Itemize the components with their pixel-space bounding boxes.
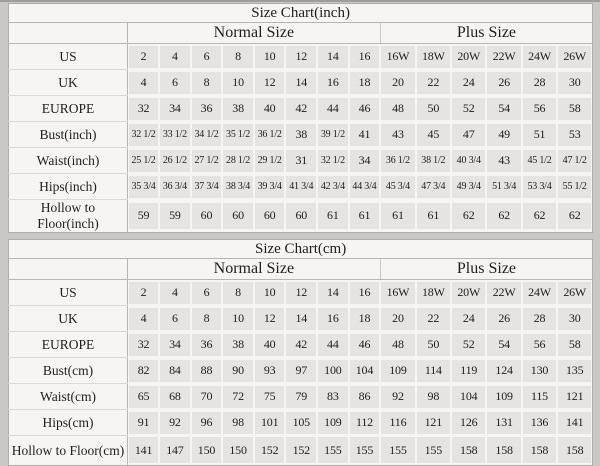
table-cell: 30 (557, 70, 593, 96)
table-cell: 92 (159, 410, 191, 436)
table-cell: 98 (222, 410, 254, 436)
table-cell: 54 (486, 96, 521, 122)
table-cell: 86 (349, 384, 381, 410)
table-cell: 58 (557, 96, 593, 122)
table-cell: 58 (557, 332, 593, 358)
table-cell: 8 (191, 306, 223, 332)
table-cell: 61 (416, 200, 451, 233)
table-cell: 130 (522, 358, 557, 384)
table-row (9, 280, 593, 306)
table-cell: 34 (159, 332, 191, 358)
plus-size-header: Plus Size (380, 259, 592, 280)
table-cell: 8 (222, 44, 254, 70)
table-cell: 61 (317, 200, 349, 233)
table-cell: 36 (191, 96, 223, 122)
table-cell: 112 (349, 410, 381, 436)
table-cell: 51 (522, 122, 557, 148)
table-cell: 55 1/2 (557, 174, 593, 200)
table-cell: 158 (451, 436, 486, 466)
table-title-row (9, 240, 593, 259)
table-cell: 22 (416, 306, 451, 332)
table-row (9, 174, 593, 200)
table-cell: 54 (486, 332, 521, 358)
table-cell: 38 1/2 (416, 148, 451, 174)
table-cell: 38 (285, 122, 317, 148)
table-row (9, 96, 593, 122)
row-label: Bust(inch) (9, 122, 128, 148)
table-cell: 155 (380, 436, 415, 466)
table-row (9, 436, 593, 466)
table-cell: 152 (254, 436, 286, 466)
table-cell: 84 (159, 358, 191, 384)
table-cell: 155 (349, 436, 381, 466)
table-cell: 48 (380, 96, 415, 122)
table-cell: 62 (557, 200, 593, 233)
table-cell: 10 (222, 70, 254, 96)
table-cell: 52 (451, 332, 486, 358)
table-cell: 22 (416, 70, 451, 96)
table-cell: 59 (128, 200, 160, 233)
table-cell: 36 1/2 (380, 148, 415, 174)
table-cell: 56 (522, 332, 557, 358)
table-cell: 150 (222, 436, 254, 466)
table-cell: 42 (285, 96, 317, 122)
table-row (9, 410, 593, 436)
table-cell: 27 1/2 (191, 148, 223, 174)
table-cell: 50 (416, 332, 451, 358)
table-cell: 32 (128, 96, 160, 122)
table-cell: 40 (254, 96, 286, 122)
table-cell: 40 3/4 (451, 148, 486, 174)
table-cell: 44 (317, 332, 349, 358)
table-row (9, 44, 593, 70)
table-cell: 29 1/2 (254, 148, 286, 174)
table-cell: 33 1/2 (159, 122, 191, 148)
table-cell: 34 1/2 (191, 122, 223, 148)
row-label: EUROPE (9, 332, 128, 358)
plus-size-header: Plus Size (380, 23, 592, 44)
table-cell: 155 (416, 436, 451, 466)
table-cell: 49 3/4 (451, 174, 486, 200)
table-cell: 155 (317, 436, 349, 466)
table-cell: 121 (416, 410, 451, 436)
table-cell: 36 (191, 332, 223, 358)
table-cell: 20 (380, 306, 415, 332)
table-cell: 65 (128, 384, 160, 410)
table-cell: 45 3/4 (380, 174, 415, 200)
table-cell: 2 (128, 44, 160, 70)
table-cell: 16W (380, 280, 415, 306)
table-cell: 16 (349, 280, 381, 306)
table-cell: 37 3/4 (191, 174, 223, 200)
table-cell: 61 (380, 200, 415, 233)
table-cell: 43 (486, 148, 521, 174)
table-cell: 4 (128, 70, 160, 96)
table-cell: 4 (159, 280, 191, 306)
table-cell: 6 (159, 306, 191, 332)
table-cell: 43 (380, 122, 415, 148)
table-cell: 26 (486, 306, 521, 332)
table-cell: 8 (191, 70, 223, 96)
size-chart-inch-body (9, 44, 593, 233)
table-cell: 51 3/4 (486, 174, 521, 200)
table-cell: 32 (128, 332, 160, 358)
row-label: Hips(cm) (9, 410, 128, 436)
row-label: Hollow to Floor(inch) (9, 200, 128, 233)
row-label: Waist(cm) (9, 384, 128, 410)
table-cell: 119 (451, 358, 486, 384)
table-cell: 36 1/2 (254, 122, 286, 148)
table-cell: 150 (191, 436, 223, 466)
table-cell: 16W (380, 44, 415, 70)
table-cell: 14 (285, 70, 317, 96)
row-label: Hollow to Floor(cm) (9, 436, 128, 466)
row-label: US (9, 44, 128, 70)
table-cell: 22W (486, 44, 521, 70)
table-cell: 16 (317, 70, 349, 96)
table-cell: 83 (317, 384, 349, 410)
table-cell: 126 (451, 410, 486, 436)
table-cell: 79 (285, 384, 317, 410)
table-cell: 49 (486, 122, 521, 148)
table-row (9, 148, 593, 174)
row-label: Bust(cm) (9, 358, 128, 384)
table-cell: 12 (254, 306, 286, 332)
table-cell: 82 (128, 358, 160, 384)
table-cell: 88 (191, 358, 223, 384)
table-cell: 60 (222, 200, 254, 233)
table-cell: 24 (451, 306, 486, 332)
table-cell: 60 (254, 200, 286, 233)
table-cell: 116 (380, 410, 415, 436)
table-cell: 141 (557, 410, 593, 436)
row-label: Waist(inch) (9, 148, 128, 174)
table-cell: 68 (159, 384, 191, 410)
table-cell: 44 3/4 (349, 174, 381, 200)
table-cell: 12 (285, 44, 317, 70)
table-cell: 104 (349, 358, 381, 384)
row-label: US (9, 280, 128, 306)
table-cell: 12 (285, 280, 317, 306)
table-cell: 47 (451, 122, 486, 148)
table-cell: 141 (128, 436, 160, 466)
table-cell: 28 1/2 (222, 148, 254, 174)
table-cell: 50 (416, 96, 451, 122)
table-cell: 25 1/2 (128, 148, 160, 174)
table-row (9, 122, 593, 148)
table-cell: 14 (285, 306, 317, 332)
table-cell: 38 3/4 (222, 174, 254, 200)
table-cell: 42 (285, 332, 317, 358)
table-cell: 38 (222, 332, 254, 358)
table-cell: 53 3/4 (522, 174, 557, 200)
table-cell: 8 (222, 280, 254, 306)
table-cell: 136 (522, 410, 557, 436)
table-cell: 45 1/2 (522, 148, 557, 174)
table-cell: 4 (128, 306, 160, 332)
table-cell: 98 (416, 384, 451, 410)
table-title: Size Chart(cm) (9, 240, 593, 259)
table-cell: 28 (522, 70, 557, 96)
table-cell: 105 (285, 410, 317, 436)
row-label: UK (9, 306, 128, 332)
table-cell: 41 3/4 (285, 174, 317, 200)
table-cell: 96 (191, 410, 223, 436)
table-cell: 92 (380, 384, 415, 410)
row-label: UK (9, 70, 128, 96)
table-cell: 47 3/4 (416, 174, 451, 200)
table-cell: 35 1/2 (222, 122, 254, 148)
size-chart-inch-table (8, 3, 593, 233)
table-cell: 121 (557, 384, 593, 410)
table-row (9, 384, 593, 410)
table-cell: 124 (486, 358, 521, 384)
corner-cell (9, 259, 128, 280)
table-cell: 109 (317, 410, 349, 436)
table-cell: 39 3/4 (254, 174, 286, 200)
size-group-header-row (9, 259, 593, 280)
table-cell: 109 (380, 358, 415, 384)
table-cell: 18 (349, 70, 381, 96)
table-cell: 60 (285, 200, 317, 233)
table-cell: 40 (254, 332, 286, 358)
table-cell: 56 (522, 96, 557, 122)
table-cell: 26 (486, 70, 521, 96)
table-cell: 34 (349, 148, 381, 174)
table-cell: 32 1/2 (128, 122, 160, 148)
table-title-row (9, 4, 593, 23)
table-cell: 18W (416, 280, 451, 306)
table-cell: 24W (522, 44, 557, 70)
table-cell: 34 (159, 96, 191, 122)
table-row (9, 70, 593, 96)
table-row (9, 200, 593, 233)
table-cell: 10 (254, 280, 286, 306)
table-title: Size Chart(inch) (9, 4, 593, 23)
table-cell: 147 (159, 436, 191, 466)
table-cell: 62 (451, 200, 486, 233)
table-cell: 31 (285, 148, 317, 174)
table-cell: 35 3/4 (128, 174, 160, 200)
corner-cell (9, 23, 128, 44)
table-cell: 101 (254, 410, 286, 436)
table-cell: 20W (451, 44, 486, 70)
table-cell: 158 (486, 436, 521, 466)
table-cell: 72 (222, 384, 254, 410)
normal-size-header: Normal Size (128, 259, 381, 280)
table-cell: 22W (486, 280, 521, 306)
size-chart-cm-table (8, 239, 593, 466)
table-cell: 39 1/2 (317, 122, 349, 148)
table-cell: 4 (159, 44, 191, 70)
table-cell: 52 (451, 96, 486, 122)
table-cell: 26W (557, 44, 593, 70)
table-cell: 6 (191, 280, 223, 306)
table-cell: 16 (317, 306, 349, 332)
table-cell: 97 (285, 358, 317, 384)
table-cell: 91 (128, 410, 160, 436)
table-row (9, 358, 593, 384)
table-cell: 152 (285, 436, 317, 466)
table-cell: 36 3/4 (159, 174, 191, 200)
table-cell: 115 (522, 384, 557, 410)
table-cell: 26W (557, 280, 593, 306)
table-cell: 44 (317, 96, 349, 122)
table-cell: 24W (522, 280, 557, 306)
table-cell: 62 (522, 200, 557, 233)
table-cell: 75 (254, 384, 286, 410)
table-cell: 61 (349, 200, 381, 233)
table-cell: 131 (486, 410, 521, 436)
table-cell: 104 (451, 384, 486, 410)
table-cell: 18W (416, 44, 451, 70)
table-cell: 6 (191, 44, 223, 70)
table-cell: 41 (349, 122, 381, 148)
row-label: Hips(inch) (9, 174, 128, 200)
size-chart-cm-body (9, 280, 593, 466)
table-cell: 100 (317, 358, 349, 384)
table-cell: 48 (380, 332, 415, 358)
table-cell: 28 (522, 306, 557, 332)
table-cell: 14 (317, 44, 349, 70)
table-cell: 14 (317, 280, 349, 306)
table-cell: 53 (557, 122, 593, 148)
normal-size-header: Normal Size (128, 23, 381, 44)
table-cell: 158 (557, 436, 593, 466)
table-cell: 26 1/2 (159, 148, 191, 174)
table-cell: 62 (486, 200, 521, 233)
table-cell: 70 (191, 384, 223, 410)
table-cell: 60 (191, 200, 223, 233)
table-cell: 20 (380, 70, 415, 96)
table-cell: 93 (254, 358, 286, 384)
table-cell: 2 (128, 280, 160, 306)
table-cell: 46 (349, 96, 381, 122)
table-cell: 42 3/4 (317, 174, 349, 200)
table-cell: 158 (522, 436, 557, 466)
table-row (9, 306, 593, 332)
table-cell: 90 (222, 358, 254, 384)
table-cell: 18 (349, 306, 381, 332)
table-cell: 24 (451, 70, 486, 96)
table-cell: 114 (416, 358, 451, 384)
table-cell: 47 1/2 (557, 148, 593, 174)
table-cell: 10 (222, 306, 254, 332)
table-cell: 6 (159, 70, 191, 96)
table-cell: 32 1/2 (317, 148, 349, 174)
table-cell: 109 (486, 384, 521, 410)
table-cell: 12 (254, 70, 286, 96)
table-row (9, 332, 593, 358)
table-cell: 10 (254, 44, 286, 70)
table-cell: 59 (159, 200, 191, 233)
table-cell: 16 (349, 44, 381, 70)
table-cell: 46 (349, 332, 381, 358)
table-cell: 20W (451, 280, 486, 306)
table-cell: 38 (222, 96, 254, 122)
table-cell: 135 (557, 358, 593, 384)
table-cell: 45 (416, 122, 451, 148)
size-group-header-row (9, 23, 593, 44)
row-label: EUROPE (9, 96, 128, 122)
table-cell: 30 (557, 306, 593, 332)
